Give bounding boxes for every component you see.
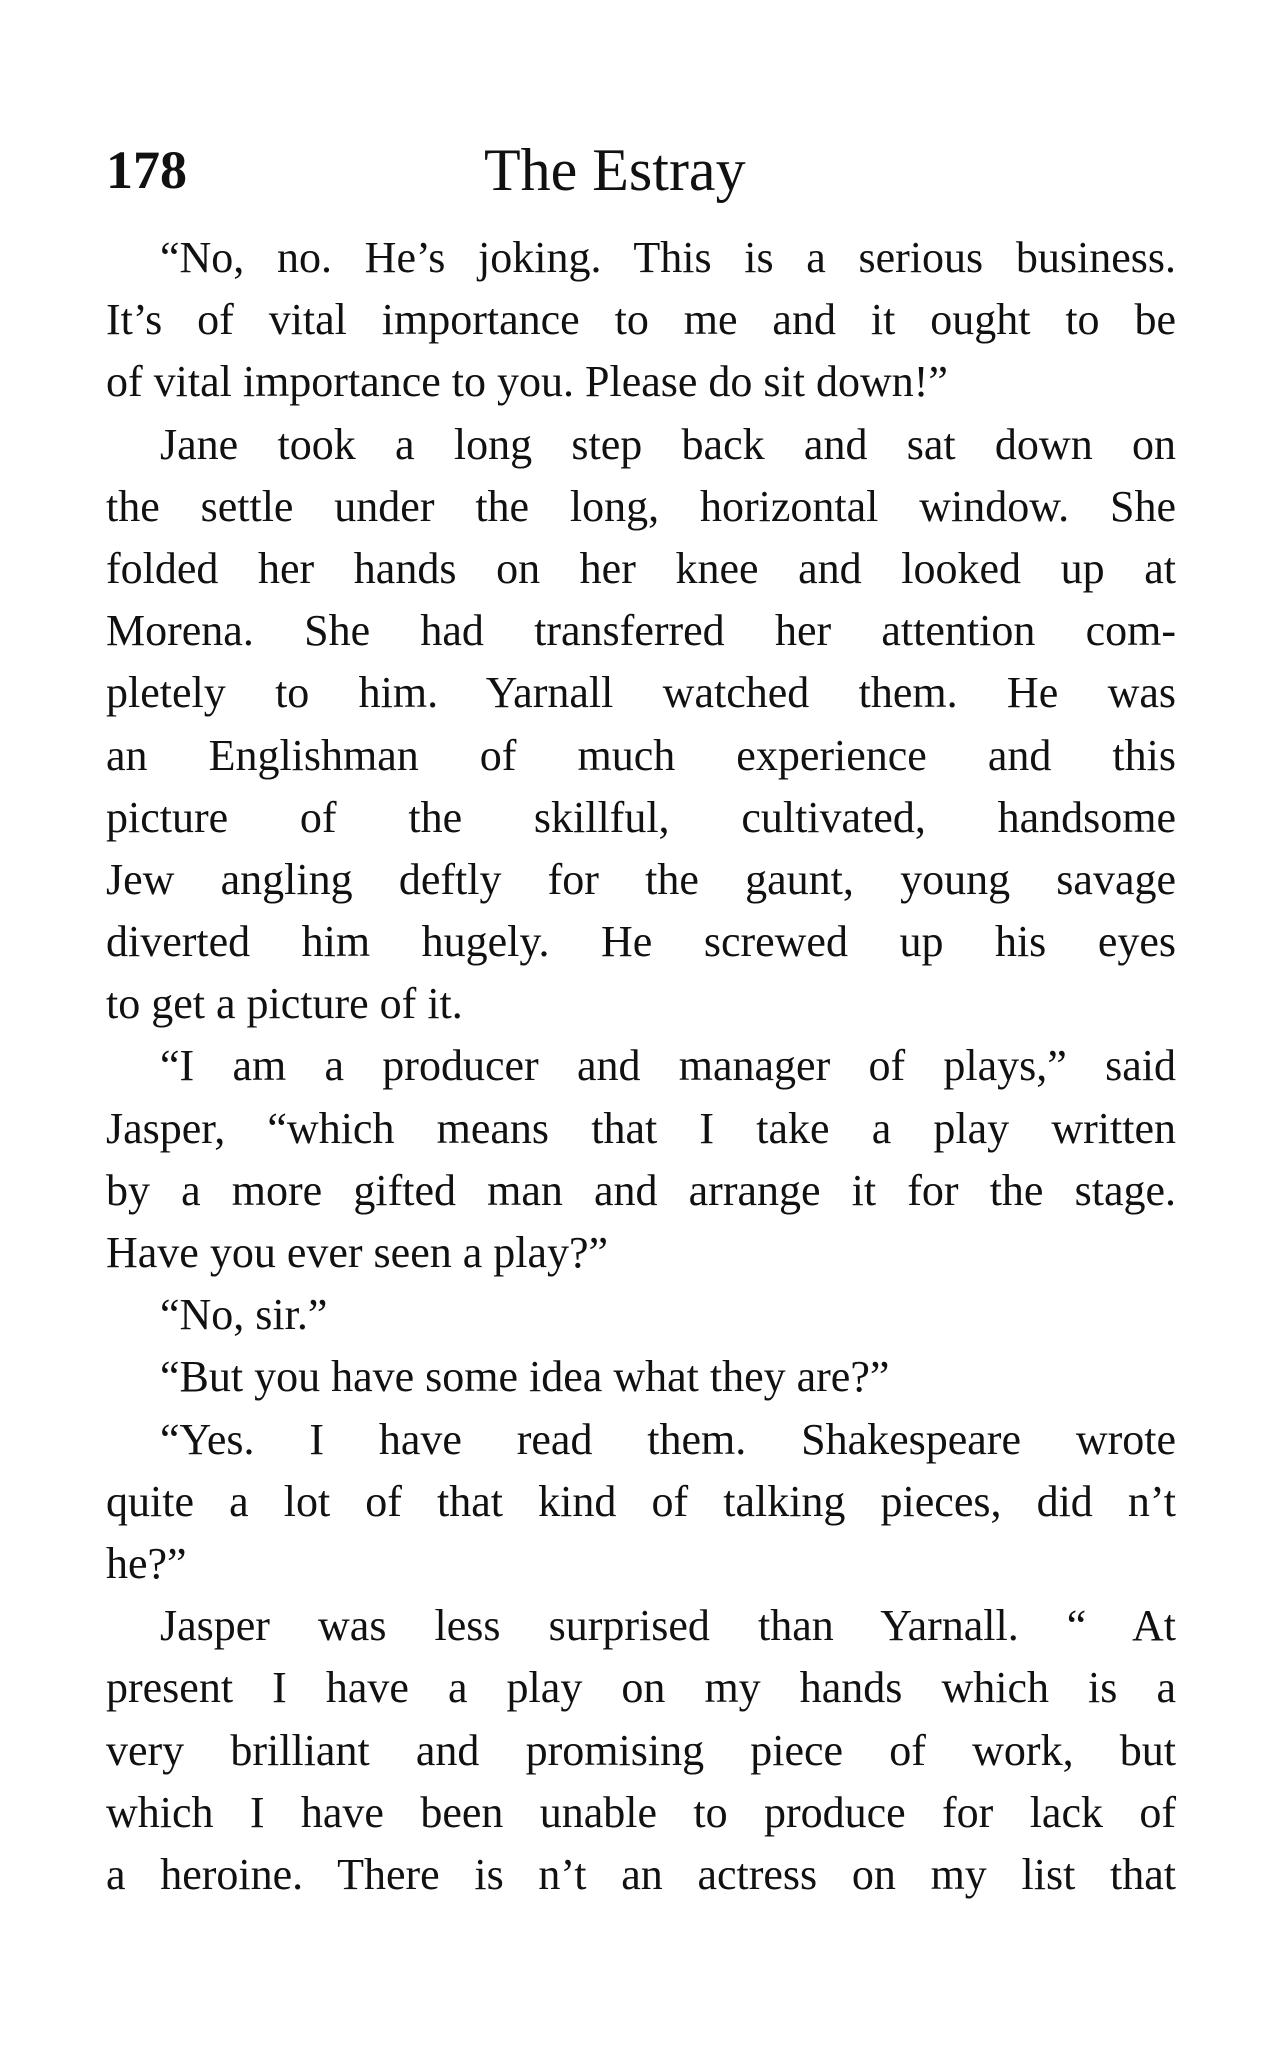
text-line: by a more gifted man and arrange it for the stage.: [106, 1165, 1176, 1215]
text-line: picture of the skillful, cultivated, handsome: [106, 792, 1176, 842]
text-line: “Yes. I have read them. Shakespeare wrote: [160, 1414, 1176, 1464]
text-line: an Englishman of much experience and this: [106, 730, 1176, 780]
text-line: Have you ever seen a play?”: [106, 1228, 609, 1277]
running-title: The Estray: [484, 137, 746, 203]
text-line: pletely to him. Yarnall watched them. He was: [106, 668, 1176, 718]
text-line: Jew angling deftly for the gaunt, young savage: [106, 854, 1176, 904]
text-line: present I have a play on my hands which is a: [106, 1663, 1176, 1713]
text-line: the settle under the long, horizontal window. She: [106, 481, 1176, 531]
text-line: to get a picture of it.: [106, 979, 463, 1029]
text-line: It’s of vital importance to me and it ought to be: [106, 295, 1176, 345]
text-line: Morena. She had transferred her attention com-: [106, 606, 1176, 656]
text-line: of vital importance to you. Please do sit down!”: [106, 357, 948, 407]
text-line: “No, no. He’s joking. This is a serious business.: [160, 233, 1176, 282]
text-line: “But you have some idea what they are?”: [160, 1352, 890, 1402]
text-line: very brilliant and promising piece of work, but: [106, 1725, 1176, 1775]
text-line: “No, sir.”: [160, 1290, 328, 1340]
text-line: Jane took a long step back and sat down on: [160, 419, 1176, 469]
text-line: Jasper, “which means that I take a play written: [106, 1103, 1176, 1153]
text-line: diverted him hugely. He screwed up his eyes: [106, 917, 1176, 967]
text-line: a heroine. There is n’t an actress on my list that: [106, 1849, 1176, 1899]
body-text: [106, 227, 1176, 1906]
text-line: folded her hands on her knee and looked up at: [106, 543, 1176, 593]
text-line: he?”: [106, 1538, 187, 1588]
text-line: Jasper was less surprised than Yarnall. “ At: [160, 1601, 1176, 1651]
page-number: 178: [106, 140, 187, 200]
text-line: which I have been unable to produce for lack of: [106, 1787, 1176, 1837]
page-header: [106, 137, 1176, 220]
text-line: quite a lot of that kind of talking pieces, did n’t: [106, 1476, 1176, 1526]
text-line: “I am a producer and manager of plays,” said: [160, 1041, 1176, 1091]
